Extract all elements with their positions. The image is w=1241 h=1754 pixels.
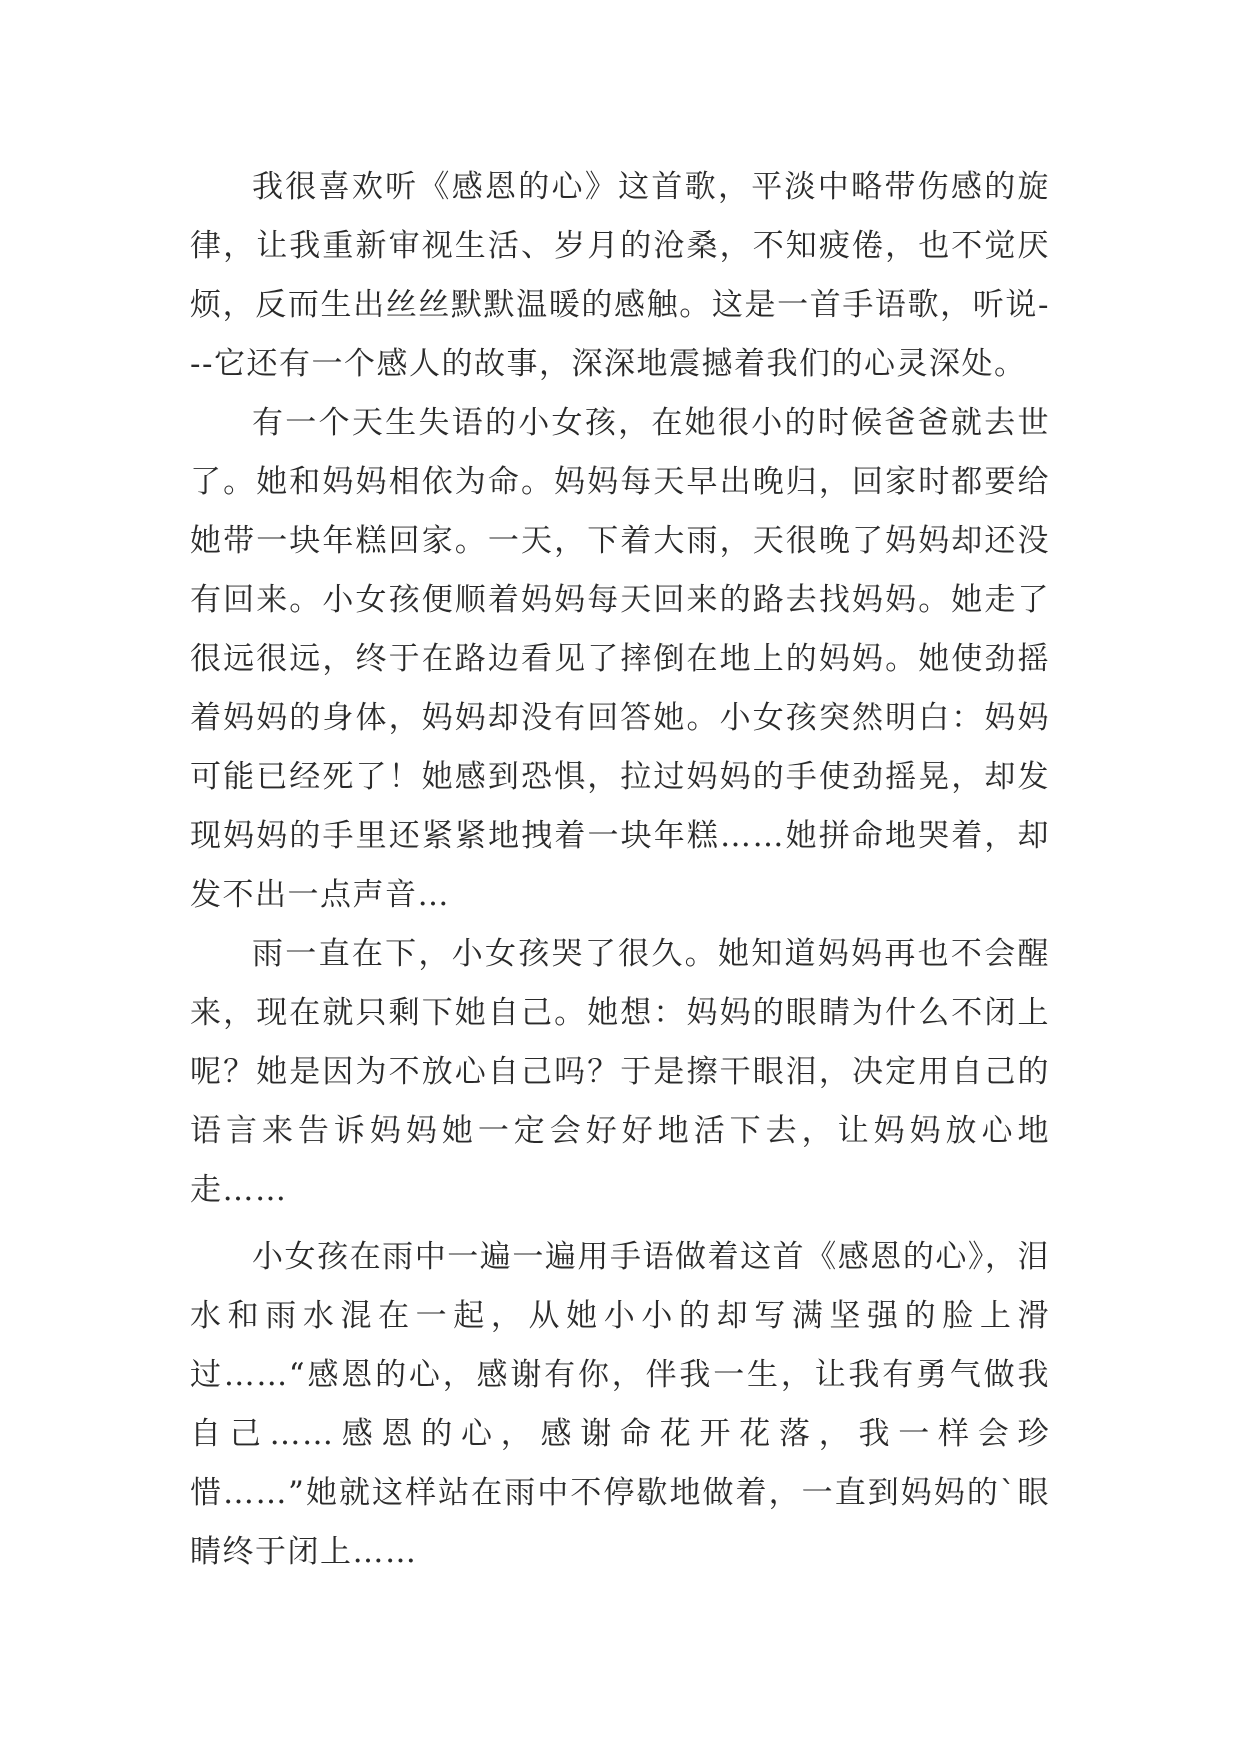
paragraph-1: 我很喜欢听《感恩的心》这首歌，平淡中略带伤感的旋律，让我重新审视生活、岁月的沧桑，不知疲倦，也不觉厌烦，反而生出丝丝默默温暖的感触。这是一首手语歌，听说---它还有一个感人的故事，深深地震撼着我们的心灵深处。 — [190, 169, 1050, 382]
document-body — [190, 158, 1050, 1582]
paragraph-4: 小女孩在雨中一遍一遍用手语做着这首《感恩的心》，泪水和雨水混在一起，从她小小的却写满坚强的脸上滑过……“感恩的心，感谢有你，伴我一生，让我有勇气做我自己……感恩的心，感谢命花开花落，我一样会珍惜……”她就这样站在雨中不停歇地做着，一直到妈妈的`眼睛终于闭上…… — [190, 1239, 1050, 1570]
paragraph-3: 雨一直在下，小女孩哭了很久。她知道妈妈再也不会醒来，现在就只剩下她自己。她想：妈妈的眼睛为什么不闭上呢？她是因为不放心自己吗？于是擦干眼泪，决定用自己的语言来告诉妈妈她一定会好好地活下去，让妈妈放心地走…… — [190, 936, 1050, 1208]
paragraph-2: 有一个天生失语的小女孩，在她很小的时候爸爸就去世了。她和妈妈相依为命。妈妈每天早出晚归，回家时都要给她带一块年糕回家。一天，下着大雨，天很晚了妈妈却还没有回来。小女孩便顺着妈妈每天回来的路去找妈妈。她走了很远很远，终于在路边看见了摔倒在地上的妈妈。她使劲摇着妈妈的身体，妈妈却没有回答她。小女孩突然明白：妈妈可能已经死了！她感到恐惧，拉过妈妈的手使劲摇晃，却发现妈妈的手里还紧紧地拽着一块年糕……她拼命地哭着，却发不出一点声音… — [190, 405, 1050, 913]
